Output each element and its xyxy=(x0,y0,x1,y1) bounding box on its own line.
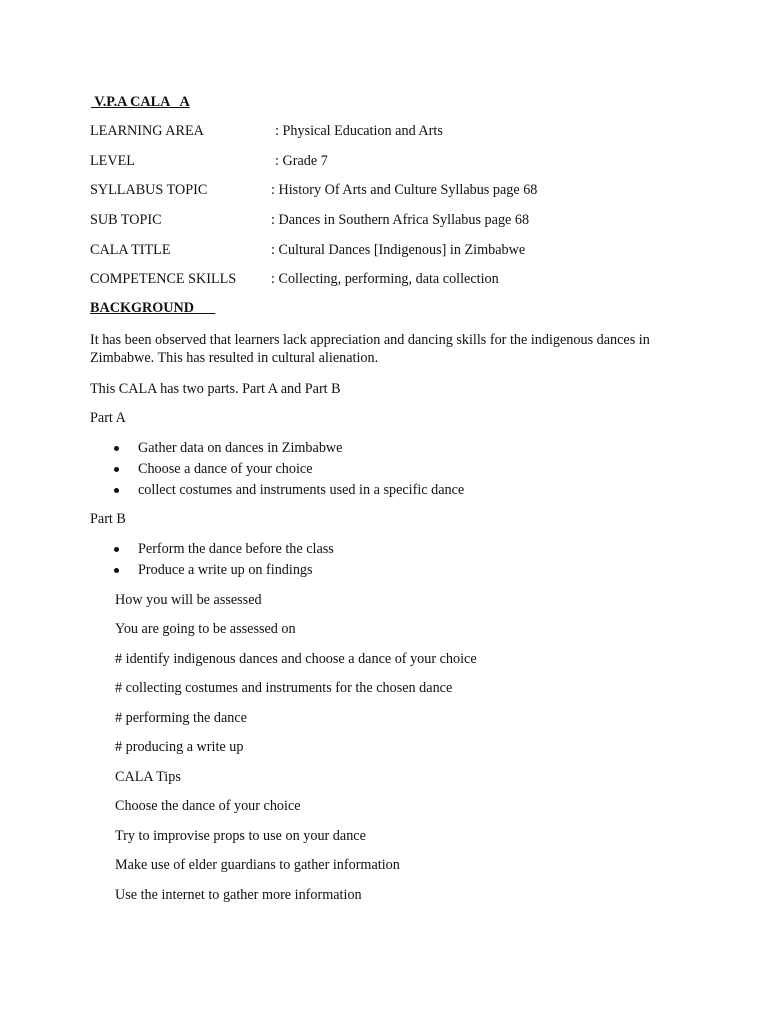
assessment-heading: How you will be assessed xyxy=(115,592,262,608)
list-item-text: collect costumes and instruments used in a specific dance xyxy=(138,482,465,498)
bullet-icon xyxy=(114,446,119,451)
assessment-criterion: # performing the dance xyxy=(115,710,247,726)
list-item xyxy=(114,440,464,461)
part-b-label: Part B xyxy=(90,511,126,527)
tip-item: Use the internet to gather more information xyxy=(115,887,362,903)
info-row-sub-topic xyxy=(90,212,530,229)
assessment-criterion: # collecting costumes and instruments for the chosen dance xyxy=(115,680,453,696)
info-value: : Dances in Southern Africa Syllabus page 68 xyxy=(271,212,530,228)
parts-intro: This CALA has two parts. Part A and Part B xyxy=(90,381,341,397)
tip-item: Try to improvise props to use on your dance xyxy=(115,828,366,844)
info-row-cala-title xyxy=(90,242,526,259)
part-a-label: Part A xyxy=(90,410,126,426)
background-heading: BACKGROUND xyxy=(90,300,216,316)
background-paragraph: It has been observed that learners lack appreciation and dancing skills for the indigenous dances in Zimbabwe. This has resulted in cultural alienation. xyxy=(90,332,650,366)
list-item-text: Gather data on dances in Zimbabwe xyxy=(138,440,343,456)
info-label: LEARNING AREA xyxy=(90,123,204,139)
info-row-competence-skills xyxy=(90,271,499,288)
info-value: : History Of Arts and Culture Syllabus page 68 xyxy=(271,182,538,198)
list-item xyxy=(114,541,334,562)
list-item-text: Choose a dance of your choice xyxy=(138,461,313,477)
assessment-criterion: # producing a write up xyxy=(115,739,244,755)
list-item xyxy=(114,562,334,583)
info-label: SYLLABUS TOPIC xyxy=(90,182,208,198)
info-row-learning-area xyxy=(90,123,443,140)
info-label: COMPETENCE SKILLS xyxy=(90,271,237,287)
info-value: : Cultural Dances [Indigenous] in Zimbabwe xyxy=(271,242,526,258)
assessment-intro: You are going to be assessed on xyxy=(115,621,296,637)
info-label: LEVEL xyxy=(90,153,135,169)
list-item-text: Perform the dance before the class xyxy=(138,541,334,557)
tips-heading: CALA Tips xyxy=(115,769,181,785)
info-value: : Grade 7 xyxy=(275,153,328,169)
info-value: : Collecting, performing, data collection xyxy=(271,271,499,287)
document-title: V.P.A CALA A xyxy=(91,94,190,110)
bullet-icon xyxy=(114,547,119,552)
info-value: : Physical Education and Arts xyxy=(275,123,443,139)
bullet-icon xyxy=(114,488,119,493)
list-item xyxy=(114,461,464,482)
info-label: CALA TITLE xyxy=(90,242,171,258)
tip-item: Make use of elder guardians to gather information xyxy=(115,857,400,873)
info-label: SUB TOPIC xyxy=(90,212,162,228)
part-b-list xyxy=(114,541,334,583)
part-a-list xyxy=(114,440,464,503)
tip-item: Choose the dance of your choice xyxy=(115,798,301,814)
bullet-icon xyxy=(114,568,119,573)
list-item xyxy=(114,482,464,503)
info-row-syllabus-topic xyxy=(90,182,538,199)
assessment-criterion: # identify indigenous dances and choose a dance of your choice xyxy=(115,651,477,667)
info-row-level xyxy=(90,153,328,170)
bullet-icon xyxy=(114,467,119,472)
list-item-text: Produce a write up on findings xyxy=(138,562,313,578)
